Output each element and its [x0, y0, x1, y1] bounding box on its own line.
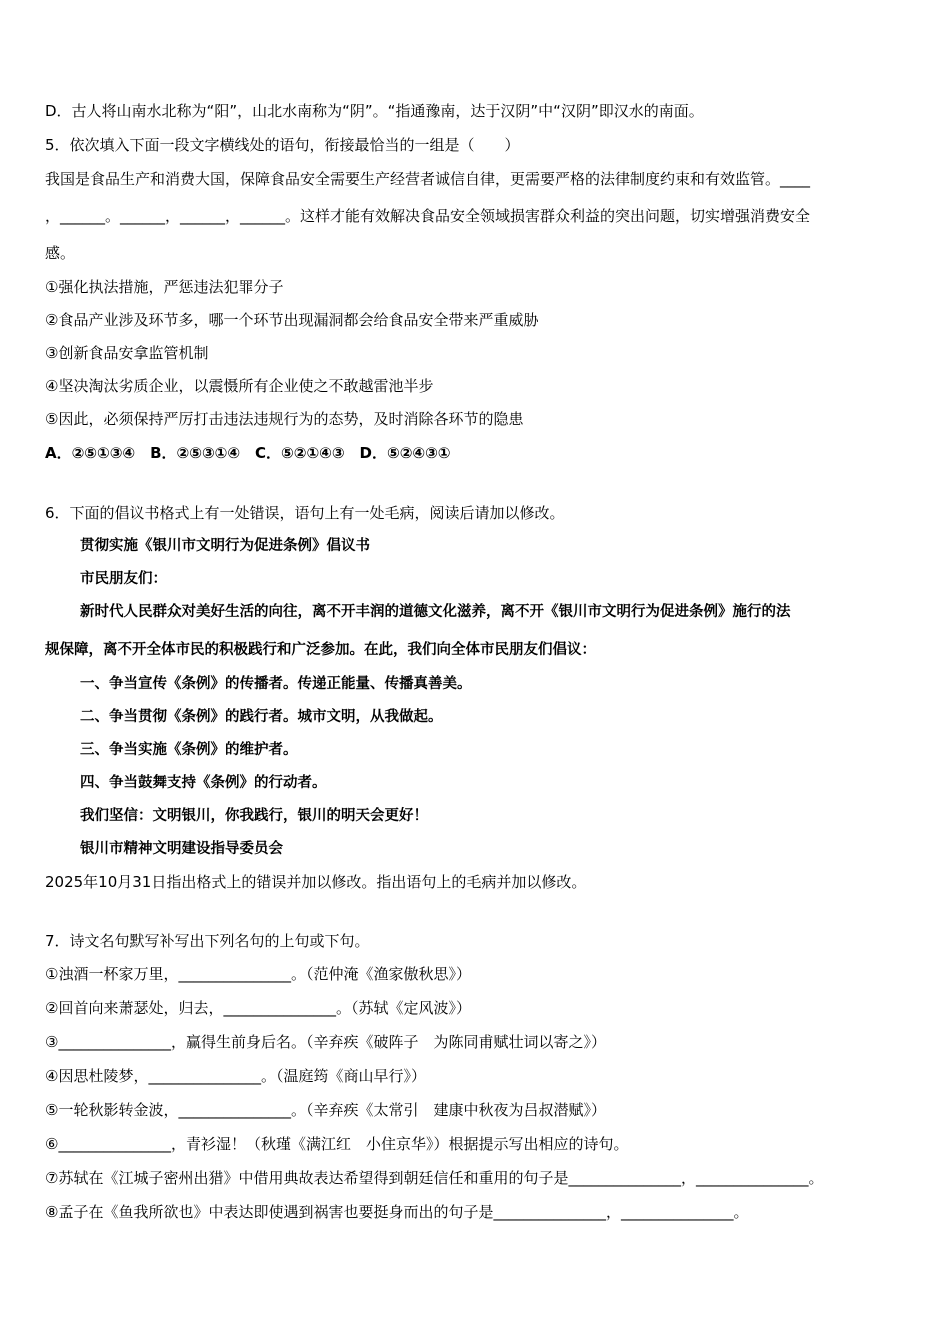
proposal-item-2: 二、争当贯彻《条例》的践行者。城市文明，从我做起。	[80, 708, 443, 725]
sentence-option-2: ②食品产业涉及环节多，哪一个环节出现漏洞都会给食品安全带来严重威胁	[45, 311, 539, 329]
proposal-item-1: 一、争当宣传《条例》的传播者。传递正能量、传播真善美。	[80, 675, 472, 692]
poem-blank-3: ③_______________，赢得生前身后名。（辛弃疾《破阵子 为陈同甫赋壮词以寄之》）	[45, 1033, 606, 1051]
proposal-salutation: 市民朋友们：	[80, 570, 167, 587]
proposal-signature: 银川市精神文明建设指导委员会	[80, 840, 283, 857]
poem-blank-4: ④因思杜陵梦，_______________。（温庭筠《商山早行》）	[45, 1067, 426, 1085]
sentence-option-1: ①强化执法措施，严惩违法犯罪分子	[45, 278, 284, 296]
question-5-passage-line-3: 感。	[45, 244, 76, 262]
poem-blank-1: ①浊酒一杯家万里，_______________。（范仲淹《渔家傲秋思》）	[45, 965, 471, 983]
question-5-stem: 5．依次填入下面一段文字横线处的语句，衔接最恰当的一组是（ ）	[45, 136, 520, 154]
proposal-closing: 我们坚信：文明银川，你我践行，银川的明天会更好！	[80, 807, 428, 824]
question-6-stem: 6．下面的倡议书格式上有一处错误，语句上有一处毛病，阅读后请加以修改。	[45, 504, 565, 522]
proposal-item-4: 四、争当鼓舞支持《条例》的行动者。	[80, 774, 327, 791]
sentence-option-3: ③创新食品安拿监管机制	[45, 344, 209, 362]
question-7-stem: 7．诗文名句默写补写出下列名句的上句或下句。	[45, 932, 370, 950]
proposal-body-line-1: 新时代人民群众对美好生活的向往，离不开丰润的道德文化滋养，离不开《银川市文明行为促进条例》施行的法	[80, 603, 791, 620]
question-5-passage-line-1: 我国是食品生产和消费大国，保障食品安全需要生产经营者诚信自律，更需要严格的法律制度约束和有效监管。____	[45, 170, 811, 188]
proposal-item-3: 三、争当实施《条例》的维护者。	[80, 741, 298, 758]
question-6-task: 2025年10月31日指出格式上的错误并加以修改。指出语句上的毛病并加以修改。	[45, 873, 587, 891]
question-5-passage-line-2: ，______。______，______，______。这样才能有效解决食品安全领域损害群众利益的突出问题，切实增强消费安全	[45, 207, 811, 225]
proposal-title: 贯彻实施《银川市文明行为促进条例》倡议书	[80, 537, 370, 554]
option-d-line: D．古人将山南水北称为“阳”，山北水南称为“阴”。“指通豫南，达于汉阴”中“汉阴”即汉水的南面。	[45, 102, 704, 120]
poem-blank-7: ⑦苏轼在《江城子密州出猎》中借用典故表达希望得到朝廷信任和重用的句子是_______________，_______________。	[45, 1169, 824, 1187]
poem-blank-6: ⑥_______________，青衫湿！（秋瑾《满江红 小住京华》）根据提示写出相应的诗句。	[45, 1135, 629, 1153]
sentence-option-4: ④坚决淘汰劣质企业，以震慑所有企业使之不敢越雷池半步	[45, 377, 434, 395]
poem-blank-2: ②回首向来萧瑟处，归去，_______________。（苏轼《定风波》）	[45, 999, 471, 1017]
proposal-body-line-2: 规保障，离不开全体市民的积极践行和广泛参加。在此，我们向全体市民朋友们倡议：	[45, 641, 596, 658]
answer-choices: A．②⑤①③④ B．②⑤③①④ C．⑤②①④③ D．⑤②④③①	[45, 444, 451, 462]
poem-blank-8: ⑧孟子在《鱼我所欲也》中表达即使遇到祸害也要挺身而出的句子是_______________，_______________。	[45, 1203, 749, 1221]
sentence-option-5: ⑤因此，必须保持严厉打击违法违规行为的态势，及时消除各环节的隐患	[45, 410, 524, 428]
poem-blank-5: ⑤一轮秋影转金波，_______________。（辛弃疾《太常引 建康中秋夜为吕叔潜赋》）	[45, 1101, 606, 1119]
